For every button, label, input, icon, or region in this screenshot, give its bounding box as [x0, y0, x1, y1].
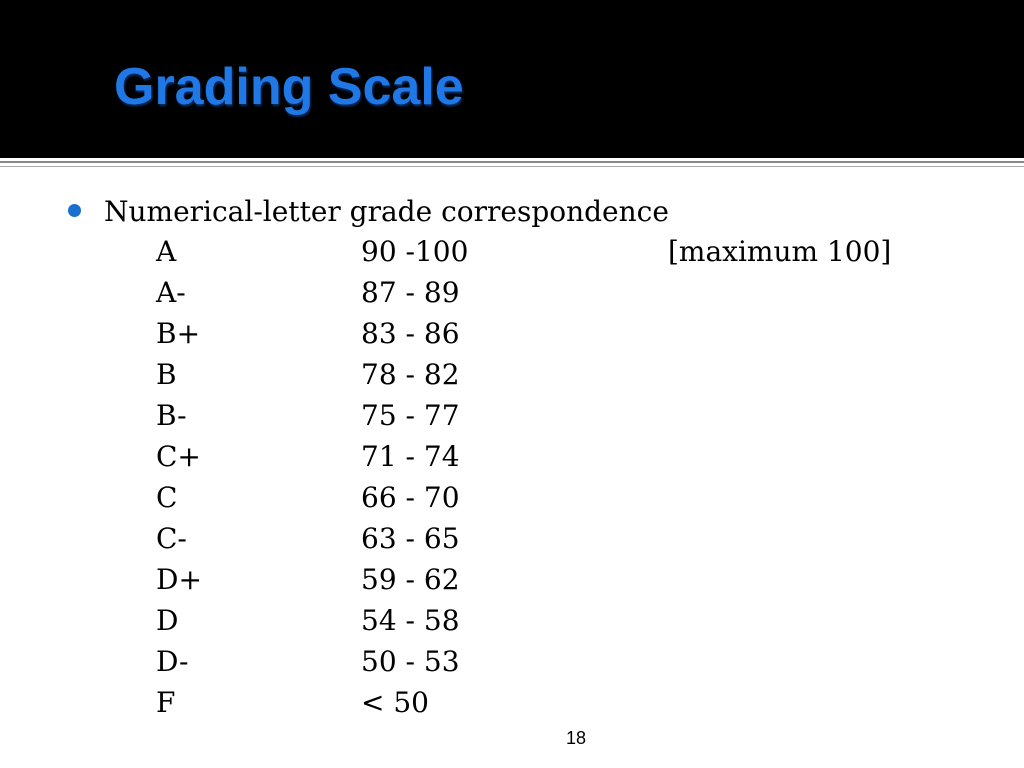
grade-range: 90 -100 — [361, 235, 469, 268]
grade-letter: A- — [156, 276, 186, 309]
grade-letter: C — [156, 481, 178, 514]
grade-row — [0, 559, 1024, 600]
grade-range: 59 - 62 — [361, 563, 460, 596]
grade-range: 78 - 82 — [361, 358, 460, 391]
grade-letter: C+ — [156, 440, 201, 473]
grade-row — [0, 682, 1024, 723]
grade-range: 71 - 74 — [361, 440, 460, 473]
grade-row — [0, 518, 1024, 559]
grade-row — [0, 354, 1024, 395]
grade-letter: B — [156, 358, 177, 391]
grade-row — [0, 641, 1024, 682]
grade-letter: D- — [156, 645, 189, 678]
grade-range: < 50 — [361, 686, 429, 719]
grade-range: 75 - 77 — [361, 399, 460, 432]
bullet-icon — [68, 204, 81, 217]
grade-letter: C- — [156, 522, 187, 555]
bullet-text: Numerical-letter grade correspondence — [104, 195, 669, 228]
grade-row — [0, 395, 1024, 436]
grade-range: 54 - 58 — [361, 604, 460, 637]
grade-row — [0, 313, 1024, 354]
grade-range: 50 - 53 — [361, 645, 460, 678]
slide-title: Grading Scale — [114, 58, 464, 116]
grade-letter: B+ — [156, 317, 201, 350]
grade-letter: A — [156, 235, 177, 268]
header-divider — [0, 161, 1024, 163]
title-bar — [0, 0, 1024, 158]
grade-row — [0, 231, 1024, 272]
grade-row — [0, 477, 1024, 518]
grade-letter: D — [156, 604, 179, 637]
page-number: 18 — [566, 728, 587, 748]
grade-range: 63 - 65 — [361, 522, 460, 555]
grade-letter: D+ — [156, 563, 202, 596]
header-divider-thin — [0, 166, 1024, 167]
grade-table — [0, 231, 1024, 723]
grade-letter: F — [156, 686, 176, 719]
grade-row — [0, 272, 1024, 313]
grade-range: 83 - 86 — [361, 317, 460, 350]
grade-letter: B- — [156, 399, 187, 432]
grade-row — [0, 600, 1024, 641]
grade-range: 66 - 70 — [361, 481, 460, 514]
grade-note: [maximum 100] — [668, 235, 892, 268]
grade-range: 87 - 89 — [361, 276, 460, 309]
grade-row — [0, 436, 1024, 477]
